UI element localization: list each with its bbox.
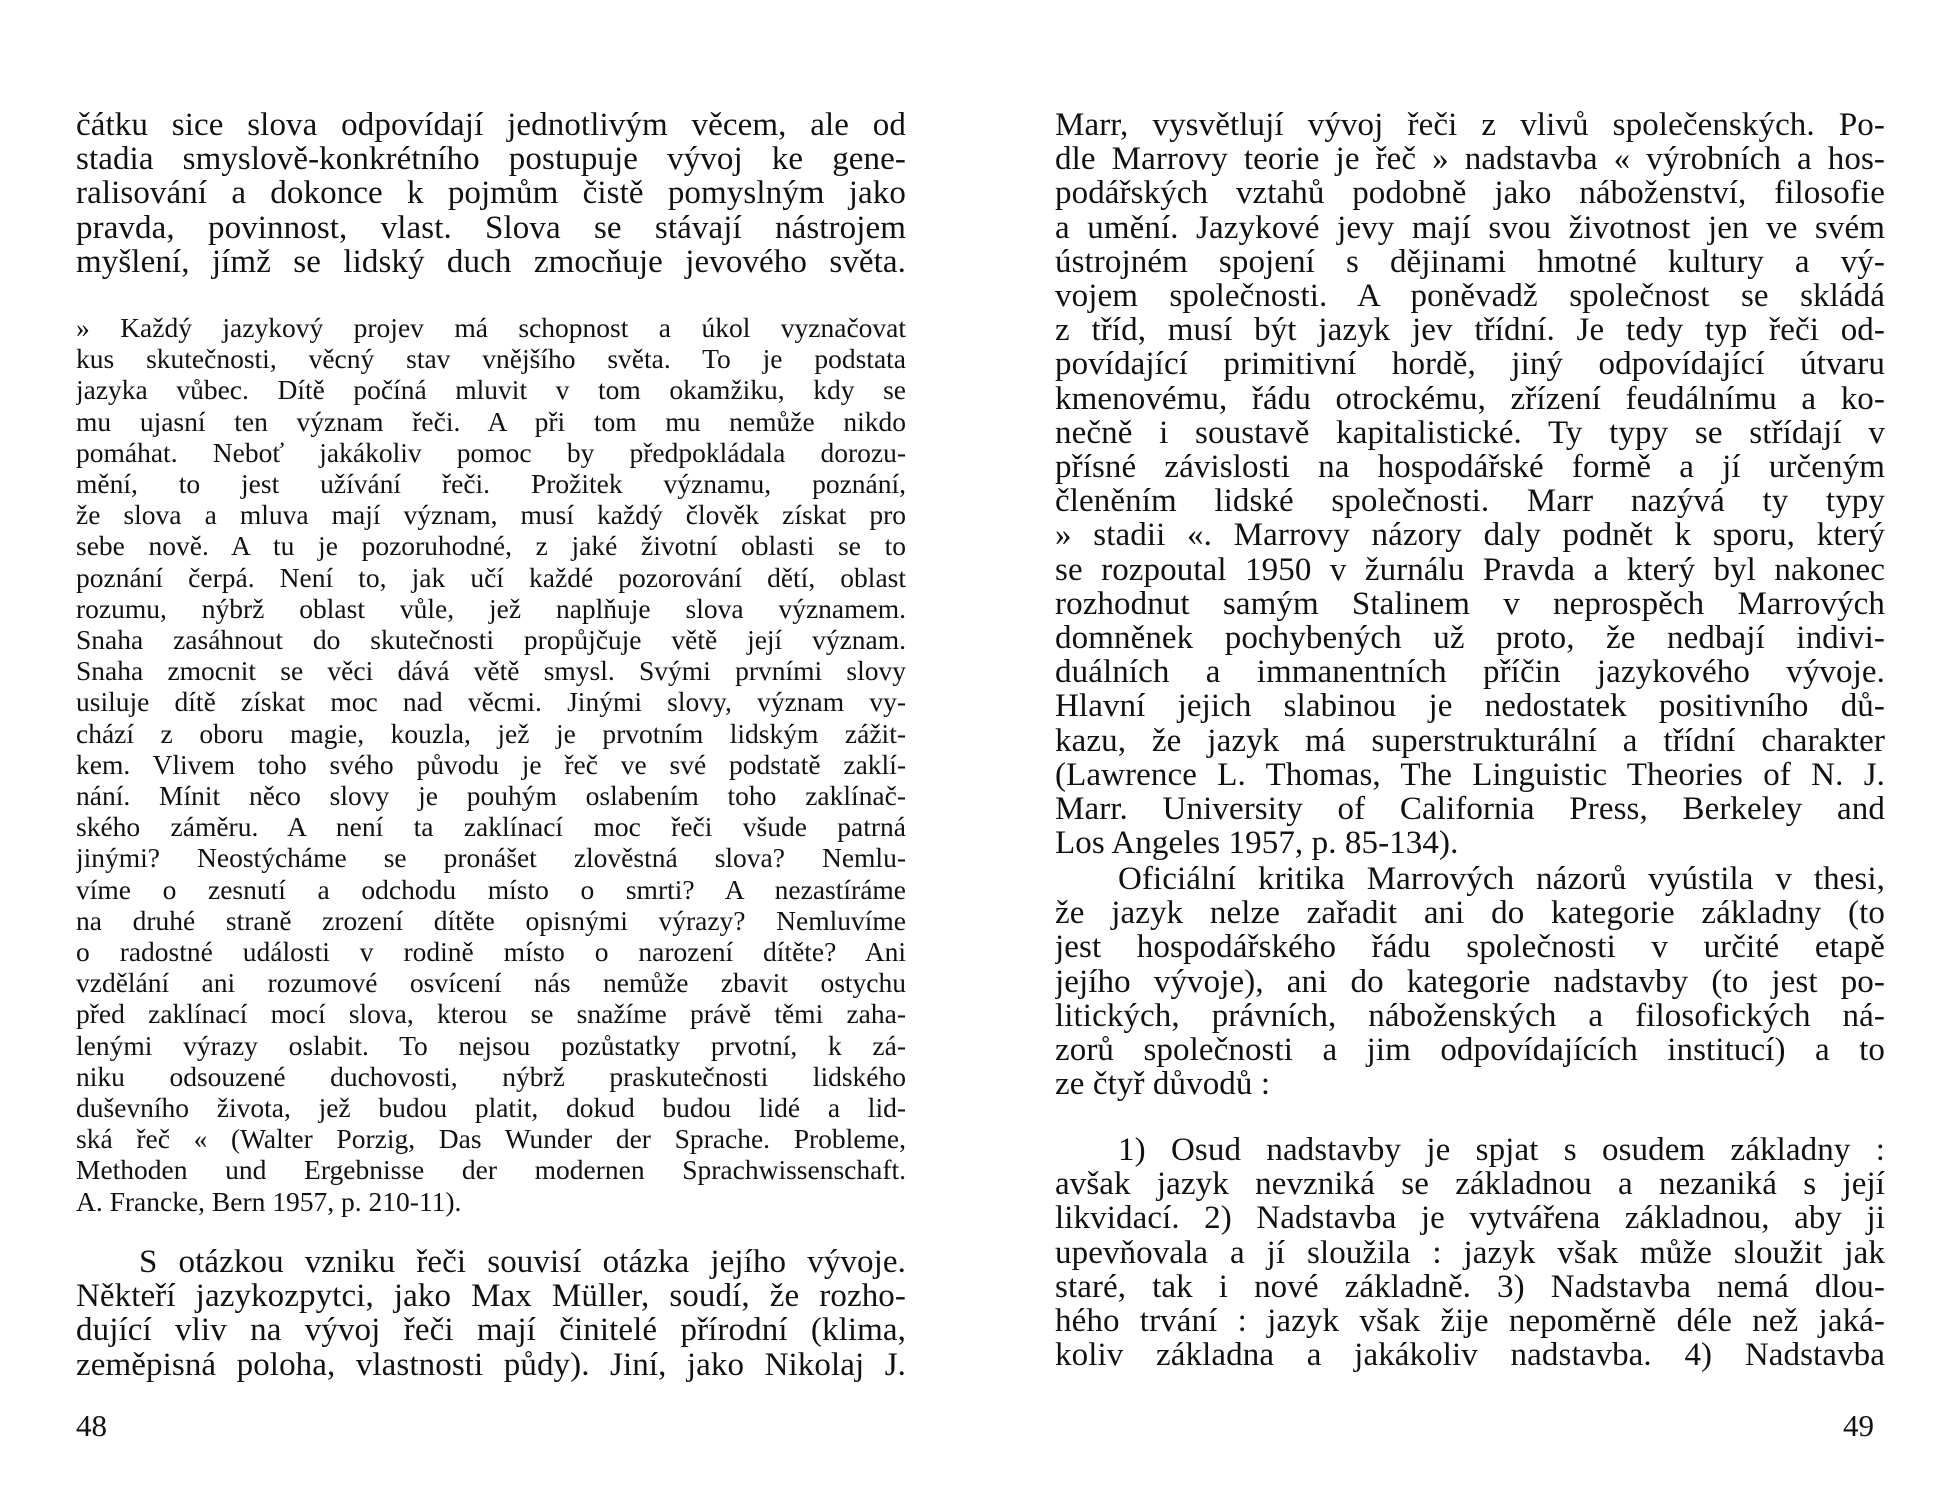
text-line: Oficiální kritika Marrových názorů vyústila v thesi, [1118,862,1885,897]
text-line: dující vliv na vývoj řeči mají činitelé přírodní (klima, [76,1313,906,1348]
text-line: likvidací. 2) Nadstavba je vytvářena základnou, aby ji [1055,1201,1885,1236]
quote-line: ská řeč « (Walter Porzig, Das Wunder der Sprache. Probleme, [76,1123,906,1155]
text-line: hého trvání : jazyk však žije nepoměrně déle než jaká- [1055,1304,1885,1339]
quote-line: poznání čerpá. Není to, jak učí každé pozorování dětí, oblast [76,561,906,593]
text-line: domněnek pochybených už proto, že nedbají indivi- [1055,621,1885,656]
page-number: 49 [1843,1408,1874,1443]
quote-line: na druhé straně zrození dítěte opisnými výrazy? Nemluvíme [76,904,906,936]
quote-line: A. Francke, Bern 1957, p. 210-11). [76,1185,462,1217]
text-line: z tříd, musí být jazyk jev třídní. Je tedy typ řeči od- [1055,313,1885,348]
text-line: dle Marrovy teorie je řeč » nadstavba « výrobních a hos- [1055,142,1885,177]
quote-line: chází z oboru magie, kouzla, jež je prvotním lidským zážit- [76,717,906,749]
quote-line: ského záměru. A není ta zaklínací moc řeči všude patrná [76,811,906,843]
quote-line: kem. Vlivem toho svého původu je řeč ve své podstatě zaklí- [76,748,906,780]
quote-line: usiluje dítě získat moc nad věcmi. Jinými slovy, význam vy- [76,686,906,718]
quote-line: mu ujasní ten význam řeči. A při tom mu nemůže nikdo [76,405,906,437]
text-line: ze čtyř důvodů : [1055,1067,1271,1102]
quote-line: Snaha zmocnit se věci dává větě smysl. Svými prvními slovy [76,655,906,687]
text-line: myšlení, jímž se lidský duch zmocňuje jevového světa. [76,244,906,280]
right-second-paragraph [1055,862,1885,1101]
text-line: ralisování a dokonce k pojmům čistě pomyslným jako [76,176,906,211]
text-line: pravda, povinnost, vlast. Slova se stávají nástrojem [76,210,906,245]
quote-line: sebe nově. A tu je pozoruhodné, z jaké životní oblasti se to [76,530,906,562]
quote-line: duševního života, jež budou platit, dokud budou lidé a lid- [76,1092,906,1124]
text-line: duálních a immanentních příčin jazykového vývoje. [1055,655,1885,690]
text-line: zeměpisná poloha, vlastnosti půdy). Jiní, jako Nikolaj J. [76,1347,906,1382]
text-line: kazu, že jazyk má superstrukturální a třídní charakter [1055,723,1885,758]
text-line: že jazyk nelze zařadit ani do kategorie základny (to [1055,896,1885,931]
left-bottom-paragraph [76,1245,906,1382]
text-line: a umění. Jazykové jevy mají svou životnost jen ve svém [1055,210,1885,245]
quote-line: rozumu, nýbrž oblast vůle, jež naplňuje slova významem. [76,592,906,624]
text-line: litických, právních, náboženských a filosofických ná- [1055,998,1885,1034]
text-line: zorů společnosti a jim odpovídajících institucí) a to [1055,1033,1885,1068]
text-line: jest hospodářského řádu společnosti v určité etapě [1055,930,1885,965]
text-line: S otázkou vzniku řeči souvisí otázka jejího vývoje. [139,1245,906,1280]
text-line: přísné závislosti na hospodářské formě a jí určeným [1055,450,1885,485]
right-page [968,0,1936,1500]
text-line: staré, tak i nové základně. 3) Nadstavba nemá dlou- [1055,1269,1885,1305]
quote-line: Methoden und Ergebnisse der modernen Sprachwissenschaft. [76,1154,906,1186]
text-line: členěním lidské společnosti. Marr nazývá ty typy [1055,484,1885,519]
text-line: kmenovému, řádu otrockému, zřízení feudálnímu a ko- [1055,381,1885,416]
quote-line: víme o zesnutí a odchodu místo o smrti? A nezastíráme [76,873,906,905]
text-line: jejího vývoje), ani do kategorie nadstavby (to jest po- [1055,964,1885,999]
right-first-paragraph [1055,108,1885,860]
quote-line: niku odsouzené duchovosti, nýbrž praskutečnosti lidského [76,1060,906,1092]
text-line: 1) Osud nadstavby je spjat s osudem základny : [1118,1133,1885,1168]
quote-line: » Každý jazykový projev má schopnost a úkol vyznačovat [76,312,906,343]
text-line: se rozpoutal 1950 v žurnálu Pravda a který byl nakonec [1055,552,1885,587]
right-third-paragraph [1055,1133,1885,1372]
quote-line: o radostné události v rodině místo o narození dítěte? Ani [76,936,906,968]
quote-line: Snaha zasáhnout do skutečnosti propůjčuje větě její význam. [76,624,906,656]
block-quote [76,312,906,1217]
text-line: čátku sice slova odpovídají jednotlivým věcem, ale od [76,108,906,143]
text-line: Los Angeles 1957, p. 85-134). [1055,826,1459,861]
text-line: vojem společnosti. A poněvadž společnost se skládá [1055,279,1885,314]
quote-line: mění, to jest užívání řeči. Prožitek významu, poznání, [76,468,906,500]
text-line: stadia smyslově-konkrétního postupuje vývoj ke gene- [76,142,906,177]
text-line: Hlavní jejich slabinou je nedostatek positivního dů- [1055,689,1885,724]
text-line: rozhodnut samým Stalinem v neprospěch Marrových [1055,586,1885,622]
text-line: podářských vztahů podobně jako náboženství, filosofie [1055,176,1885,211]
left-top-paragraph [76,108,906,279]
quote-line: že slova a mluva mají význam, musí každý člověk získat pro [76,499,906,531]
page-number: 48 [76,1408,107,1443]
quote-line: jinými? Neostýcháme se pronášet zlověstná slova? Nemlu- [76,842,906,874]
text-line: ústrojném spojení s dějinami hmotné kultury a vý- [1055,244,1885,280]
quote-line: nání. Mínit něco slovy je pouhým oslabením toho zaklínač- [76,780,906,812]
quote-line: před zaklínací mocí slova, kterou se snažíme právě těmi zaha- [76,998,906,1030]
text-line: Někteří jazykozpytci, jako Max Müller, soudí, že rozho- [76,1279,906,1314]
quote-line: lenými výrazy oslabit. To nejsou pozůstatky prvotní, k zá- [76,1029,906,1061]
text-line: (Lawrence L. Thomas, The Linguistic Theories of N. J. [1055,757,1885,793]
text-line: koliv základna a jakákoliv nadstavba. 4) Nadstavba [1055,1338,1885,1373]
quote-line: vzdělání ani rozumové osvícení nás nemůže zbavit ostychu [76,967,906,999]
text-line: povídající primitivní hordě, jiný odpovídající útvaru [1055,347,1885,382]
quote-line: pomáhat. Neboť jakákoliv pomoc by předpokládala dorozu- [76,436,906,468]
quote-line: jazyka vůbec. Dítě počíná mluvit v tom okamžiku, kdy se [76,374,906,406]
text-line: » stadii «. Marrovy názory daly podnět k sporu, který [1055,518,1885,553]
text-line: nečně i soustavě kapitalistické. Ty typy se střídají v [1055,415,1885,451]
text-line: Marr. University of California Press, Berkeley and [1055,792,1885,827]
text-line: Marr, vysvětlují vývoj řeči z vlivů společenských. Po- [1055,108,1885,143]
text-line: upevňovala a jí sloužila : jazyk však může sloužit jak [1055,1235,1885,1270]
quote-line: kus skutečnosti, věcný stav vnějšího světa. To je podstata [76,343,906,375]
text-line: avšak jazyk nevzniká se základnou a nezaniká s její [1055,1167,1885,1202]
